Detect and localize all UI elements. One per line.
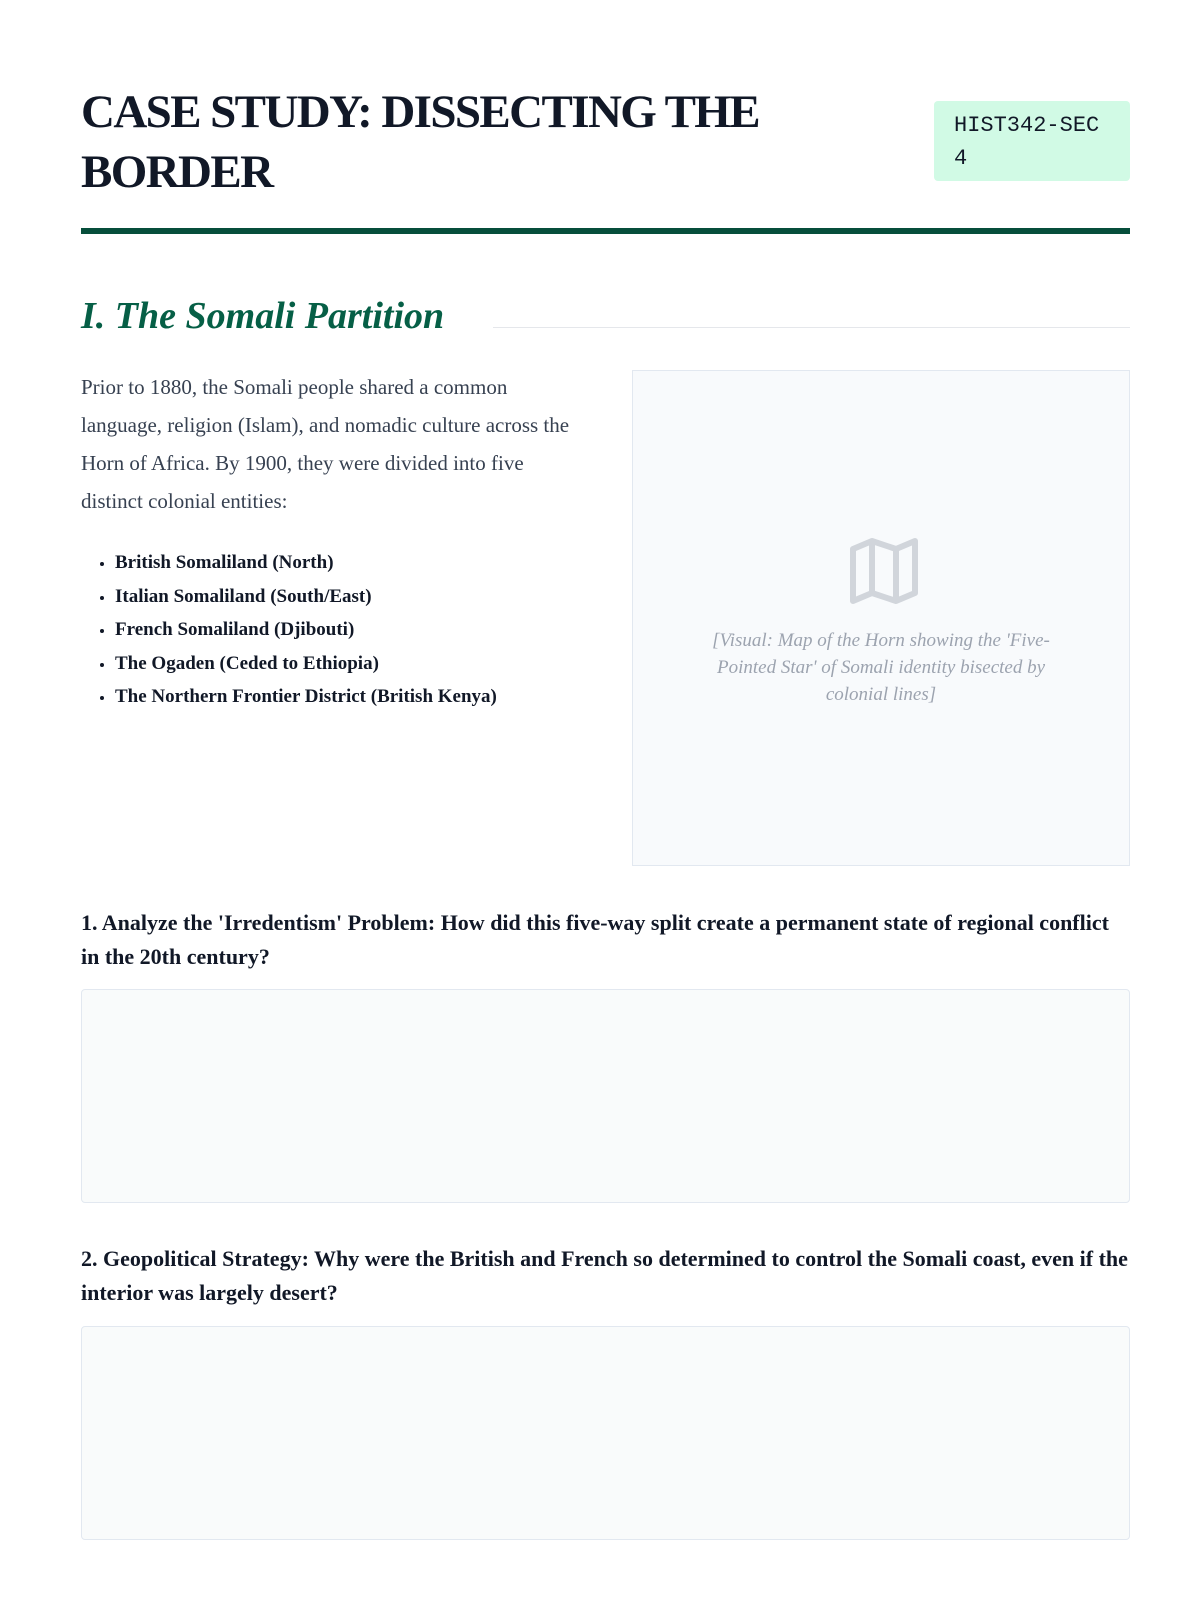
page-title: CASE STUDY: DISSECTING THE BORDER (81, 86, 760, 198)
worksheet-header (81, 0, 1130, 236)
section-title: I. The Somali Partition (81, 295, 445, 337)
answer-field-2[interactable] (81, 1326, 1130, 1540)
answer-field-1[interactable] (81, 989, 1130, 1203)
list-item: • French Somaliland (Djibouti) (115, 613, 635, 647)
list-item: • The Northern Frontier District (British Kenya) (115, 680, 635, 714)
worksheet-page (81, 0, 1130, 1305)
list-item: • The Ogaden (Ceded to Ethiopia) (115, 647, 635, 681)
question-2: 2. Geopolitical Strategy: Why were the British and French so determined to control the Somali coast, even if the interior was largely desert? (81, 1246, 1128, 1305)
section-divider (493, 327, 1130, 328)
question-1: 1. Analyze the 'Irredentism' Problem: How did this five-way split create a permanent state of regional conflict in the 20th century? (81, 910, 1109, 969)
map-caption: [Visual: Map of the Horn showing the 'Five-Pointed Star' of Somali identity bisected by colonial lines] (712, 630, 1050, 705)
colonial-entities-list (81, 546, 635, 714)
map-icon (848, 537, 920, 605)
list-item: • Italian Somaliland (South/East) (115, 580, 635, 614)
course-code-badge: HIST342-SEC4 (934, 101, 1130, 181)
list-item: • British Somaliland (North) (115, 546, 635, 580)
map-placeholder (632, 370, 1130, 866)
section-heading (81, 286, 1130, 346)
header-divider (81, 228, 1130, 234)
intro-paragraph: Prior to 1880, the Somali people shared a common language, religion (Islam), and nomadic culture across the Horn of Africa. By 1900, they were divided into five distinct colonial entities: (81, 375, 570, 513)
